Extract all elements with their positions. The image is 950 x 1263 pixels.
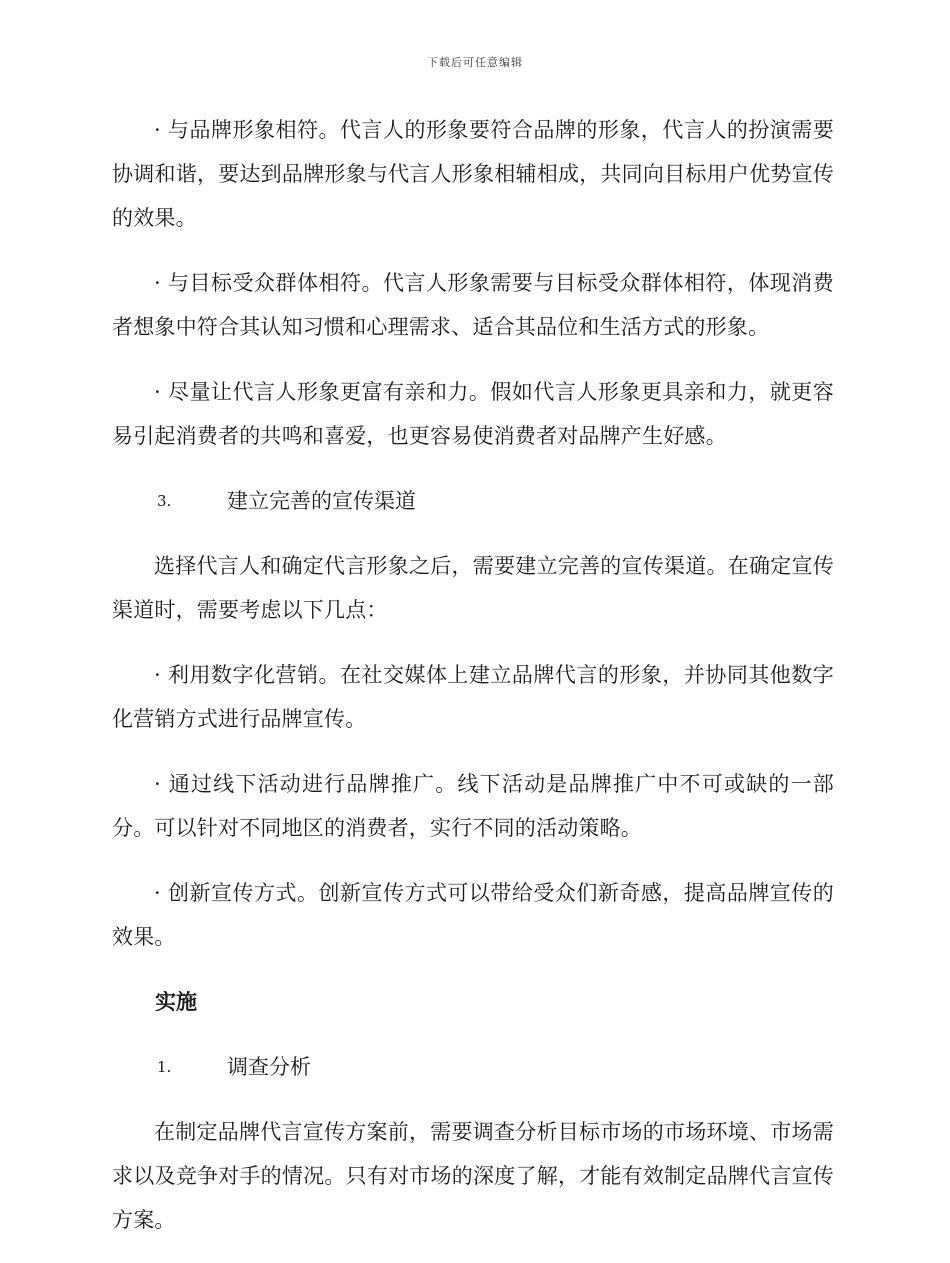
- subheading-number: 3.: [157, 492, 172, 510]
- subheading-number: 1.: [157, 1058, 172, 1076]
- subheading-text: 建立完善的宣传渠道: [227, 489, 416, 513]
- paragraph-channels-intro: 选择代言人和确定代言形象之后，需要建立完善的宣传渠道。在确定宣传渠道时，需要考虑以下几点：: [112, 554, 834, 622]
- document-body: [112, 108, 834, 1263]
- section-title: 实施: [155, 989, 197, 1014]
- paragraph-affinity: · 尽量让代言人形象更富有亲和力。假如代言人形象更具亲和力，就更容易引起消费者的共鸣和喜爱，也更容易使消费者对品牌产生好感。: [112, 380, 834, 448]
- subheading-channels: [112, 479, 834, 523]
- subheading-text: 调查分析: [227, 1055, 311, 1079]
- page-header: 下载后可任意编辑: [427, 56, 523, 69]
- paragraph-innovation: · 创新宣传方式。创新宣传方式可以带给受众们新奇感，提高品牌宣传的效果。: [112, 881, 834, 949]
- subheading-research: [112, 1045, 834, 1089]
- paragraph-offline-events: · 通过线下活动进行品牌推广。线下活动是品牌推广中不可或缺的一部分。可以针对不同地区的消费者，实行不同的活动策略。: [112, 772, 834, 840]
- paragraph-digital-marketing: · 利用数字化营销。在社交媒体上建立品牌代言的形象，并协同其他数字化营销方式进行品牌宣传。: [112, 663, 834, 731]
- paragraph-research: 在制定品牌代言宣传方案前，需要调查分析目标市场的市场环境、市场需求以及竞争对手的情况。只有对市场的深度了解，才能有效制定品牌代言宣传方案。: [112, 1120, 834, 1232]
- paragraph-brand-image: · 与品牌形象相符。代言人的形象要符合品牌的形象，代言人的扮演需要协调和谐，要达到品牌形象与代言人形象相辅相成，共同向目标用户优势宣传的效果。: [112, 118, 834, 230]
- paragraph-target-audience: · 与目标受众群体相符。代言人形象需要与目标受众群体相符，体现消费者想象中符合其认知习惯和心理需求、适合其品位和生活方式的形象。: [112, 271, 834, 339]
